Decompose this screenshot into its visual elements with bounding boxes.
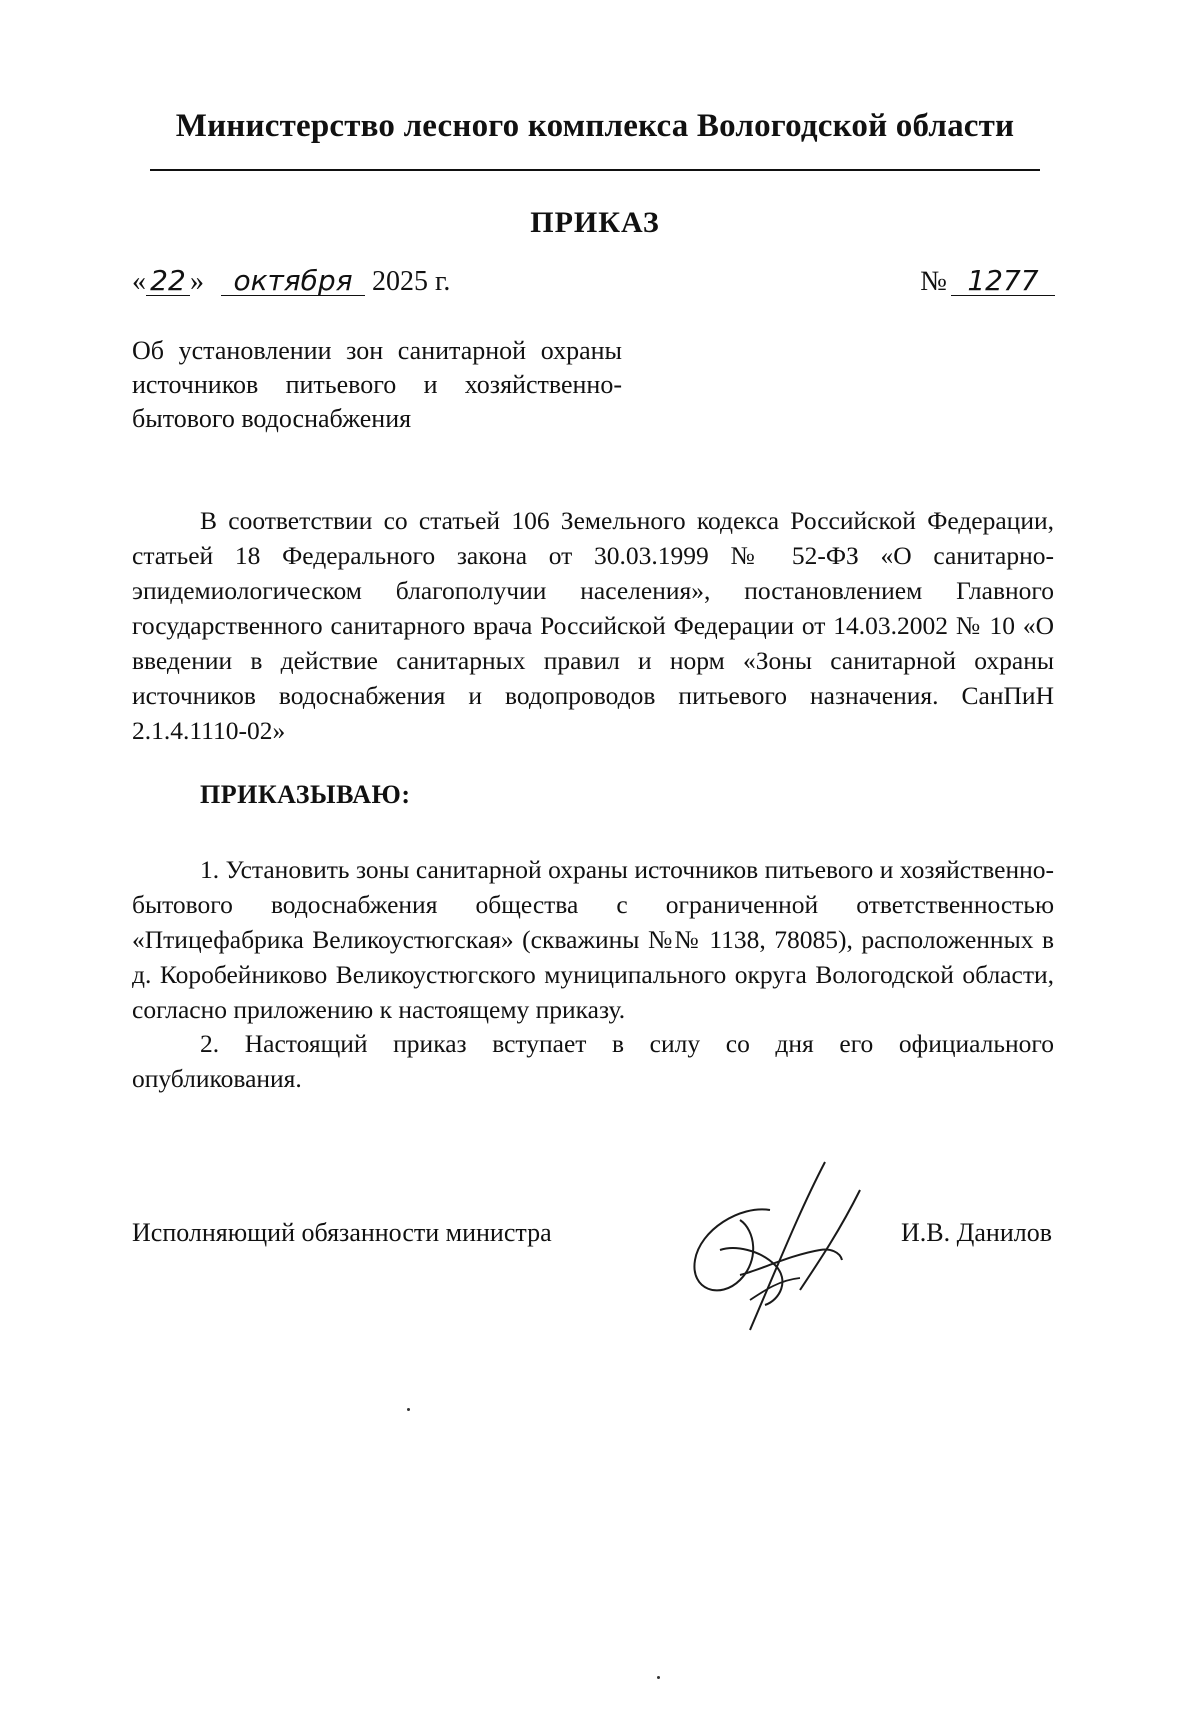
order-item-1: 1. Установить зоны санитарной охраны источников питьевого и хозяйственно-бытового водоснабжения общества с ограниченной ответственностью «Птицефабрика Великоустюгская» (скважины №№ 1138, 78085), расположенных в д. Коробейниково Великоустюгского муниципального округа Вологодской области, согласно приложению к настоящему приказу. <box>132 855 1054 1024</box>
document-type-title: ПРИКАЗ <box>530 206 660 239</box>
date-close-quote: » <box>190 266 204 297</box>
date-month-handwritten: октября <box>221 266 365 296</box>
order-item-2: 2. Настоящий приказ вступает в силу со дня его официального опубликования. <box>132 1029 1054 1093</box>
date-open-quote: « <box>132 266 146 297</box>
ministry-header: Министерство лесного комплекса Вологодской области <box>175 108 1015 144</box>
scan-speck <box>407 1408 410 1411</box>
decree-word: ПРИКАЗЫВАЮ: <box>200 780 411 809</box>
date-year: 2025 г. <box>372 266 451 297</box>
order-subject: Об установлении зон санитарной охраны источников питьевого и хозяйственно-бытового водоснабжения <box>132 336 622 433</box>
number-label: № <box>920 266 947 297</box>
order-date <box>132 266 450 298</box>
date-day-handwritten: 22 <box>146 266 190 296</box>
signatory-name: И.В. Данилов <box>901 1218 1052 1247</box>
preamble-paragraph: В соответствии со статьей 106 Земельного кодекса Российской Федерации, статьей 18 Федерального закона от 30.03.1999 № 52-ФЗ «О санитарно-эпидемиологическом благополучии населения», постановлением Главного государственного санитарного врача Российской Федерации от 14.03.2002 № 10 «О введении в действие санитарных правил и норм «Зоны санитарной охраны источников водоснабжения и водопроводов питьевого назначения. СанПиН 2.1.4.1110-02» <box>132 506 1054 745</box>
header-rule <box>150 169 1040 171</box>
handwritten-signature <box>680 1150 880 1340</box>
scan-speck <box>657 1676 660 1679</box>
signatory-position: Исполняющий обязанности министра <box>132 1218 552 1247</box>
order-number <box>920 266 1055 298</box>
number-value-handwritten: 1277 <box>951 266 1055 296</box>
